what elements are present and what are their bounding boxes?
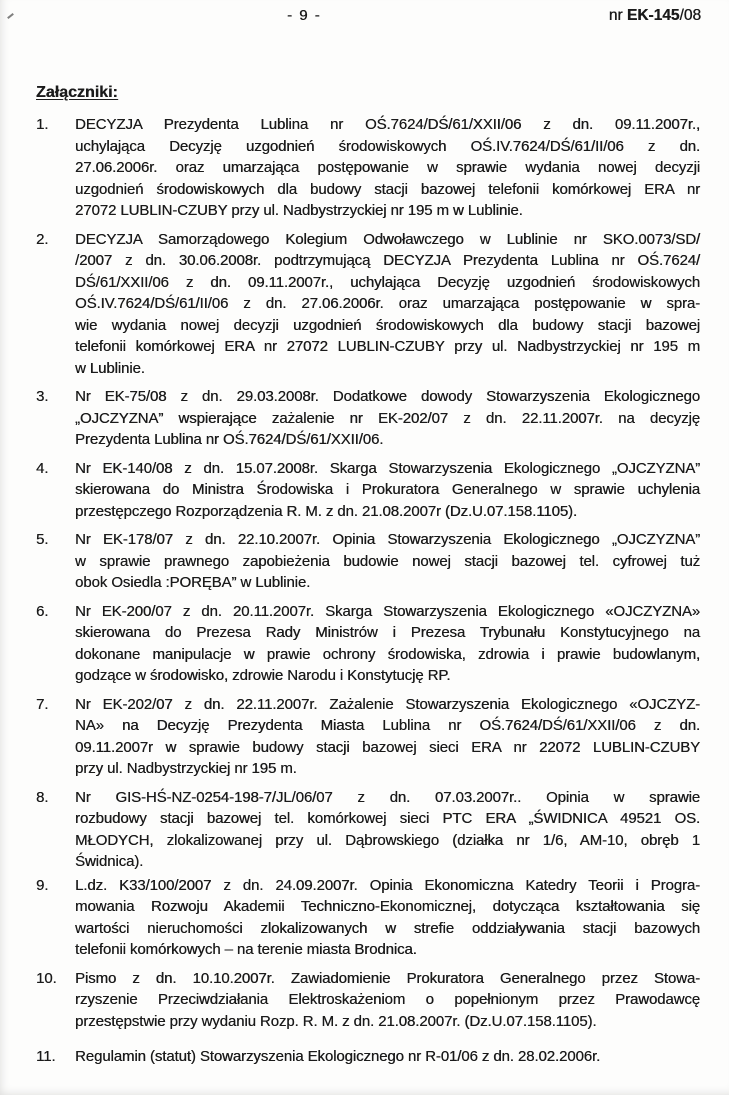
item-number: 3. [36,388,49,405]
list-item [36,114,700,222]
item-text-line: Pismo z dn. 10.10.2007r. Zawiadomienie Prokuratora Generalnego przez Stowa- [75,969,700,987]
item-text-line: obok Osiedla :PORĘBA” w Lublinie. [75,574,311,591]
item-text-line: telefonii komórkowej ERA nr 27072 LUBLIN-CZUBY przy ul. Nadbystrzyckiej nr 195 m [75,338,700,355]
item-number: 4. [36,459,49,477]
item-text-line: dokonane manipulacje w prawie ochrony środowiska, zdrowia i prawie budowlanym, [75,645,700,663]
item-text-line: Prezydenta Lublina nr OŚ.7624/DŚ/61/XXII/06. [75,431,384,448]
item-text [75,694,700,780]
item-number: 1. [36,116,49,133]
item-text [75,386,700,451]
item-text-line: L.dz. K33/100/2007 z dn. 24.09.2007r. Opinia Ekonomiczna Katedry Teorii i Progra- [75,876,700,894]
item-text-line: wartości nieruchomości zlokalizowanych w strefie oddziaływania stacji bazowych [75,919,700,937]
item-text-line: Regulamin (statut) Stowarzyszenia Ekologicznego nr R-01/06 z dn. 28.02.2006r. [75,1048,601,1065]
item-number: 2. [36,230,49,248]
item-text-line: MŁODYCH, zlokalizowanej przy ul. Dąbrowskiego (działka nr 1/6, AM-10, obręb 1 [75,831,700,849]
document-number-bold: EK-145 [626,7,680,24]
item-text [75,529,700,594]
item-text-line: wie wydania nowej decyzji uzgodnień środowiskowych dla budowy stacji bazowej [75,316,700,334]
scan-speck [7,13,14,19]
item-number: 11. [36,1048,56,1065]
list-item [36,529,700,594]
document-content [36,84,700,1068]
list-item [36,875,700,961]
item-text-line: rzyszenie Przeciwdziałania Elektroskażeniom o popełnionym przez Prawodawcę [75,991,700,1008]
document-number-prefix: nr [608,7,627,24]
item-text-line: 27072 LUBLIN-CZUBY przy ul. Nadbystrzyckiej nr 195 m w Lublinie. [75,202,523,219]
item-text [75,875,700,961]
item-number: 6. [36,602,49,620]
item-text [75,1046,700,1068]
item-text-line: DECYZJA Samorządowego Kolegium Odwoławczego w Lublinie nr SKO.0073/SD/ [75,230,700,248]
item-text [75,458,700,523]
item-text-line: godzące w środowisko, zdrowie Narodu i Konstytucję RP. [75,667,451,684]
item-text [75,229,700,380]
item-text-line: rozbudowy stacji bazowej tel. komórkowej sieci PTC ERA „ŚWIDNICA 49521 OS. [75,810,700,827]
item-number: 10. [36,969,57,987]
document-number-suffix: /08 [679,7,701,24]
list-item [36,458,700,523]
page-number: - 9 - [287,7,322,24]
item-text [75,968,700,1033]
item-text-line: 09.11.2007r w sprawie budowy stacji bazowej sieci ERA nr 22072 LUBLIN-CZUBY [75,738,700,756]
list-item [36,968,700,1033]
item-number: 9. [36,876,49,894]
item-text-line: przestępczego Rozporządzenia R. M. z dn. 21.08.2007r (Dz.U.07.158.1105). [75,502,577,520]
item-text-line: DŚ/61/XXII/06 z dn. 09.11.2007r., uchylająca Decyzję uzgodnień środowiskowych [75,273,700,291]
item-text-line: skierowana do Prezesa Rady Ministrów i Prezesa Trybunału Konstytucyjnego na [75,624,700,641]
item-text-line: Nr EK-140/08 z dn. 15.07.2008r. Skarga Stowarzyszenia Ekologicznego „OJCZYZNA” [75,459,700,477]
attachments-list [36,114,700,1068]
item-text-line: przy ul. Nadbystrzyckiej nr 195 m. [75,760,297,777]
item-text-line: „OJCZYZNA” wspierające zażalenie nr EK-202/07 z dn. 22.11.2007r. na decyzję [75,409,700,427]
attachments-heading: Załączniki: [36,84,118,101]
item-number: 8. [36,788,49,806]
list-item [36,1046,700,1068]
list-item [36,694,700,780]
item-text [75,601,700,687]
item-text-line: w sprawie prawnego zapobieżenia budowie nowej stacji bazowej tel. cyfrowej tuż [75,552,700,570]
item-text [75,114,700,222]
item-text-line: mowania Rozwoju Akademii Techniczno-Ekonomicznej, dotycząca kształtowania się [75,898,700,915]
item-text-line: w Lublinie. [75,359,145,377]
item-text-line: Nr EK-202/07 z dn. 22.11.2007r. Zażalenie Stowarzyszenia Ekologicznego «OJCZYZ- [75,695,700,713]
item-number: 7. [36,695,49,713]
item-text-line: telefonii komórkowych – na terenie miasta Brodnica. [75,941,417,958]
item-text-line: DECYZJA Prezydenta Lublina nr OŚ.7624/DŚ/61/XXII/06 z dn. 09.11.2007r., [75,116,700,133]
item-text-line: skierowana do Ministra Środowiska i Prokuratora Generalnego w sprawie uchylenia [75,481,700,498]
list-item [36,787,700,873]
item-text-line: Nr EK-75/08 z dn. 29.03.2008r. Dodatkowe dowody Stowarzyszenia Ekologicznego [75,388,700,405]
item-text-line: NA» na Decyzję Prezydenta Miasta Lublina nr OŚ.7624/DŚ/61/XXII/06 z dn. [75,717,700,734]
item-text-line: Nr EK-200/07 z dn. 20.11.2007r. Skarga Stowarzyszenia Ekologicznego «OJCZYZNA» [75,602,700,620]
document-number [609,7,701,25]
list-item [36,229,700,380]
item-number: 5. [36,531,49,548]
item-text-line: przestępstwie przy wydaniu Rozp. R. M. z dn. 21.08.2007r. (Dz.U.07.158.1105). [75,1012,597,1030]
item-text-line: Świdnica). [75,853,144,870]
item-text [75,787,700,873]
item-text-line: uzgodnień środowiskowych dla budowy stacji bazowej telefonii komórkowej ERA nr [75,180,700,198]
item-text-line: /2007 z dn. 30.06.2008r. podtrzymującą DECYZJA Prezydenta Lublina nr OŚ.7624/ [75,252,700,269]
list-item [36,386,700,451]
item-text-line: uchylająca Decyzję uzgodnień środowiskowych OŚ.IV.7624/DŚ/61/II/06 z dn. [75,137,700,155]
item-text-line: OŚ.IV.7624/DŚ/61/II/06 z dn. 27.06.2006r. oraz umarzająca postępowanie w spra- [75,295,700,312]
item-text-line: Nr EK-178/07 z dn. 22.10.2007r. Opinia Stowarzyszenia Ekologicznego „OJCZYZNA” [75,531,700,548]
list-item [36,601,700,687]
item-text-line: 27.06.2006r. oraz umarzająca postępowanie w sprawie wydania nowej decyzji [75,159,700,176]
item-text-line: Nr GIS-HŚ-NZ-0254-198-7/JL/06/07 z dn. 07.03.2007r.. Opinia w sprawie [75,788,700,806]
